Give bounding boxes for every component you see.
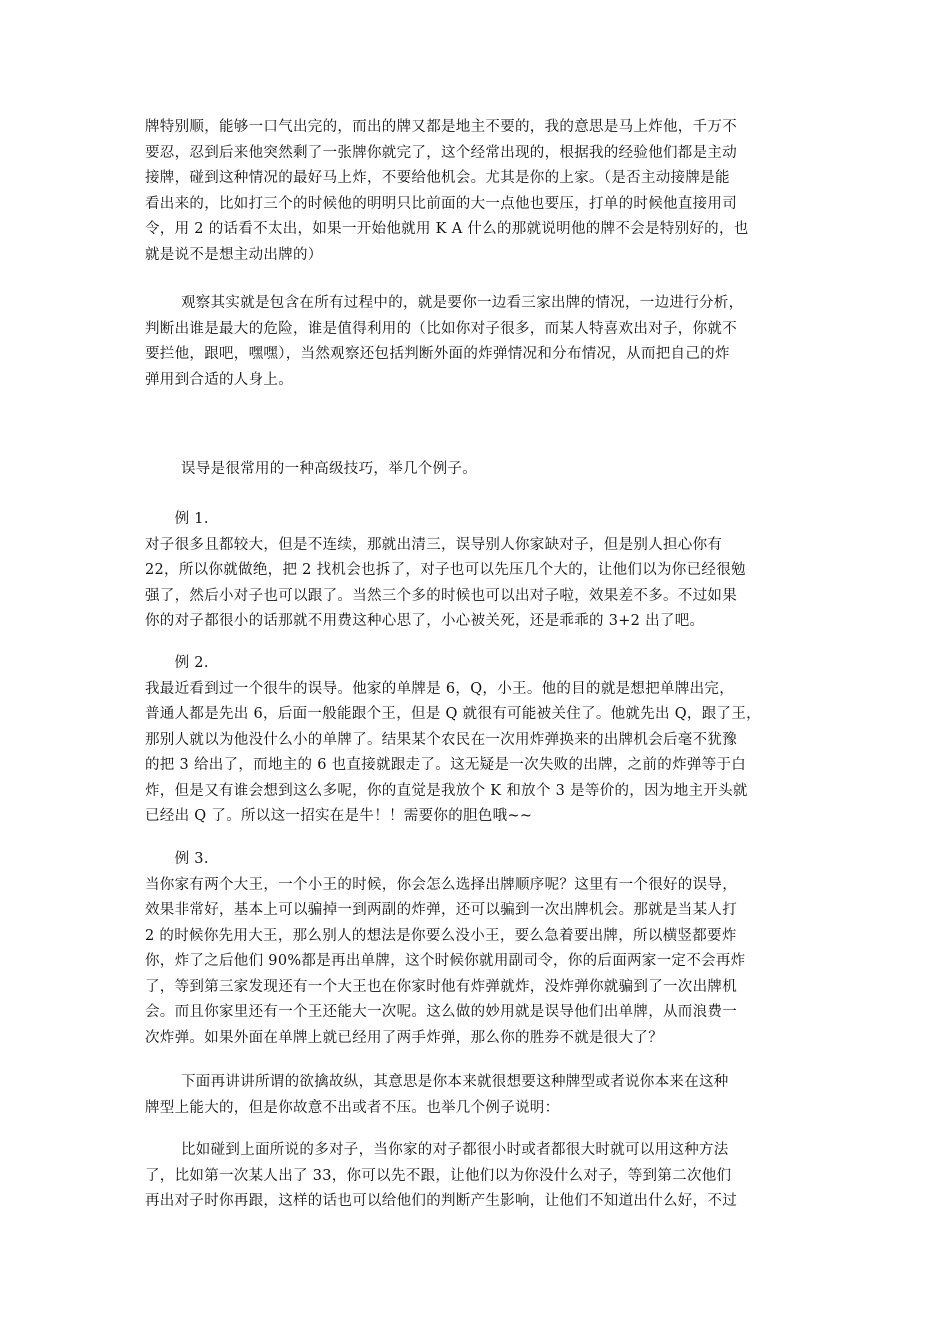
text-line: 会。而且你家里还有一个王还能大一次呢。这么做的妙用就是误导他们出单牌，从而浪费一 bbox=[145, 1004, 737, 1020]
text-line: 我最近看到过一个很牛的误导。他家的单牌是 6，Q，小王。他的目的就是想把单牌出完， bbox=[145, 680, 735, 697]
text-line: 观察其实就是包含在所有过程中的，就是要你一边看三家出牌的情况，一边进行分析， bbox=[181, 295, 744, 311]
text-line: 就是说不是想主动出牌的） bbox=[145, 246, 323, 263]
text-line: 普通人都是先出 6，后面一般能跟个王，但是 Q 就很有可能被关住了。他就先出 Q，跟了王， bbox=[145, 706, 761, 722]
text-line: 次炸弹。如果外面在单牌上就已经用了两手炸弹，那么你的胜券不就是很大了？ bbox=[145, 1029, 663, 1046]
paragraph bbox=[145, 115, 815, 268]
text-line: 要拦他，跟吧，嘿嘿），当然观察还包括判断外面的炸弹情况和分布情况，从而把自己的炸 bbox=[145, 346, 730, 362]
text-line: 比如碰到上面所说的多对子，当你家的对子都很小时或者都很大时就可以用这种方法 bbox=[181, 1142, 729, 1158]
text-line: 强了，然后小对子也可以跟了。当然三个多的时候也可以出对子啦，效果差不多。不过如果 bbox=[145, 587, 737, 604]
text-line: 再出对子时你再跟，这样的话也可以给他们的判断产生影响，让他们不知道出什么好，不过 bbox=[145, 1193, 737, 1209]
paragraph bbox=[145, 291, 815, 393]
text-line: 误导是很常用的一种高级技巧，举几个例子。 bbox=[181, 461, 477, 477]
text-line: 的把 3 给出了，而地主的 6 也直接就跟走了。这无疑是一次失败的出牌，之前的炸弹等于白 bbox=[145, 757, 747, 773]
text-line: 牌型上能大的，但是你故意不出或者不压。也举几个例子说明： bbox=[145, 1099, 560, 1116]
text-line: 牌特别顺，能够一口气出完的，而出的牌又都是地主不要的，我的意思是马上炸他，千万不 bbox=[145, 119, 737, 135]
text-line: 接牌，碰到这种情况的最好马上炸，不要给他机会。尤其是你的上家。（是否主动接牌是能 bbox=[145, 170, 730, 186]
text-line: 弹用到合适的人身上。 bbox=[145, 371, 293, 388]
text-line: 例 2. bbox=[145, 655, 209, 671]
text-line: 了，等到第三家发现还有一个大王也在你家时他有炸弹就炸，没炸弹你就骗到了一次出牌机 bbox=[145, 978, 737, 995]
text-line: 你的对子都很小的话那就不用费这种心思了，小心被关死，还是乖乖的 3+2 出了吧。 bbox=[145, 613, 705, 629]
text-line: 下面再讲讲所谓的欲擒故纵，其意思是你本来就很想要这种牌型或者说你本来在这种 bbox=[181, 1074, 729, 1090]
text-line: 判断出谁是最大的危险，谁是值得利用的（比如你对子很多，而某人特喜欢出对子，你就不 bbox=[145, 320, 737, 337]
text-line: 那别人就以为他没什么小的单牌了。结果某个农民在一次用炸弹换来的出牌机会后毫不犹豫 bbox=[145, 731, 737, 748]
text-line: 例 3. bbox=[145, 851, 209, 867]
text-line: 当你家有两个大王，一个小王的时候，你会怎么选择出牌顺序呢？这里有一个很好的误导， bbox=[145, 876, 737, 893]
text-line: 看出来的，比如打三个的时候他的明明只比前面的大一点他也要压，打单的时候他直接用司 bbox=[145, 195, 737, 212]
text-line: 要忍，忍到后来他突然剩了一张牌你就完了，这个经常出现的，根据我的经验他们都是主动 bbox=[145, 144, 737, 161]
paragraph bbox=[145, 1138, 815, 1215]
text-line: 炸，但是又有谁会想到这么多呢，你的直觉是我放个 K 和放个 3 是等价的，因为地主开头就 bbox=[145, 782, 748, 799]
text-line: 22，所以你就做绝，把 2 找机会也拆了，对子也可以先压几个大的，让他们以为你已经很勉 bbox=[145, 562, 746, 578]
paragraph bbox=[145, 507, 815, 635]
text-line: 你，炸了之后他们 90%都是再出单牌，这个时候你就用副司令，你的后面两家一定不会再炸 bbox=[145, 953, 746, 969]
text-line: 令，用 2 的话看不太出，如果一开始他就用 K A 什么的那就说明他的牌不会是特别好的，也 bbox=[145, 221, 749, 237]
paragraph bbox=[145, 1070, 815, 1121]
text-line: 对子很多且都较大，但是不连续，那就出清三，误导别人你家缺对子，但是别人担心你有 bbox=[145, 536, 723, 553]
text-line: 了，比如第一次某人出了 33，你可以先不跟，让他们以为你没什么对子，等到第二次他们 bbox=[145, 1167, 732, 1184]
paragraph bbox=[145, 847, 815, 1051]
text-line: 2 的时候你先用大王，那么别人的想法是你要么没小王，要么急着要出牌，所以横竖都要炸 bbox=[145, 927, 737, 944]
text-line: 已经出 Q 了。所以这一招实在是牛！！需要你的胆色哦~~ bbox=[145, 808, 533, 824]
text-line: 例 1. bbox=[145, 511, 209, 527]
text-line: 效果非常好，基本上可以骗掉一到两副的炸弹，还可以骗到一次出牌机会。那就是当某人打 bbox=[145, 902, 737, 918]
paragraph bbox=[145, 457, 815, 483]
paragraph bbox=[145, 651, 815, 830]
